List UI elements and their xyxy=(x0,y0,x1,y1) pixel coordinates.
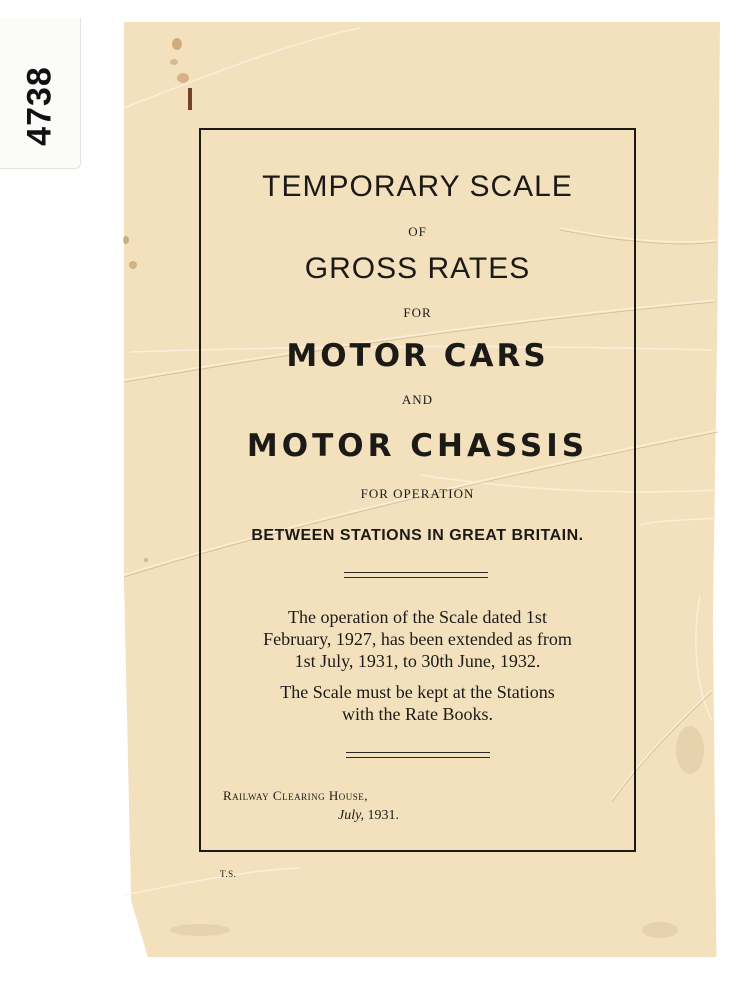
connector-for-operation: FOR OPERATION xyxy=(360,486,475,501)
accession-label xyxy=(0,18,81,169)
title-motor-cars: MOTOR CARS xyxy=(286,338,549,374)
divider-rule-bottom xyxy=(346,752,490,758)
notice-line: February, 1927, has been extended as from xyxy=(263,629,572,649)
connector-and: AND xyxy=(401,392,434,407)
printer-mark: T.S. xyxy=(220,869,237,879)
notice-line: The operation of the Scale dated 1st xyxy=(288,607,547,627)
title-temporary-scale: TEMPORARY SCALE xyxy=(262,170,573,203)
issue-year: 1931. xyxy=(367,808,400,823)
notice-line: 1st July, 1931, to 30th June, 1932. xyxy=(294,651,541,671)
divider-rule-top xyxy=(344,572,488,578)
title-motor-chassis: MOTOR CHASSIS xyxy=(246,428,589,464)
issuer-name: Railway Clearing House, xyxy=(223,788,368,803)
subtitle-between-stations: BETWEEN STATIONS IN GREAT BRITAIN. xyxy=(251,527,584,544)
title-gross-rates: GROSS RATES xyxy=(304,252,531,285)
instruction-line: The Scale must be kept at the Stations xyxy=(280,682,555,702)
connector-for: FOR xyxy=(403,305,432,320)
instruction-line: with the Rate Books. xyxy=(342,704,493,724)
connector-of: OF xyxy=(408,224,427,239)
issue-date xyxy=(338,808,399,824)
accession-number: 4738 xyxy=(20,66,59,146)
issue-month: July, xyxy=(338,808,365,823)
